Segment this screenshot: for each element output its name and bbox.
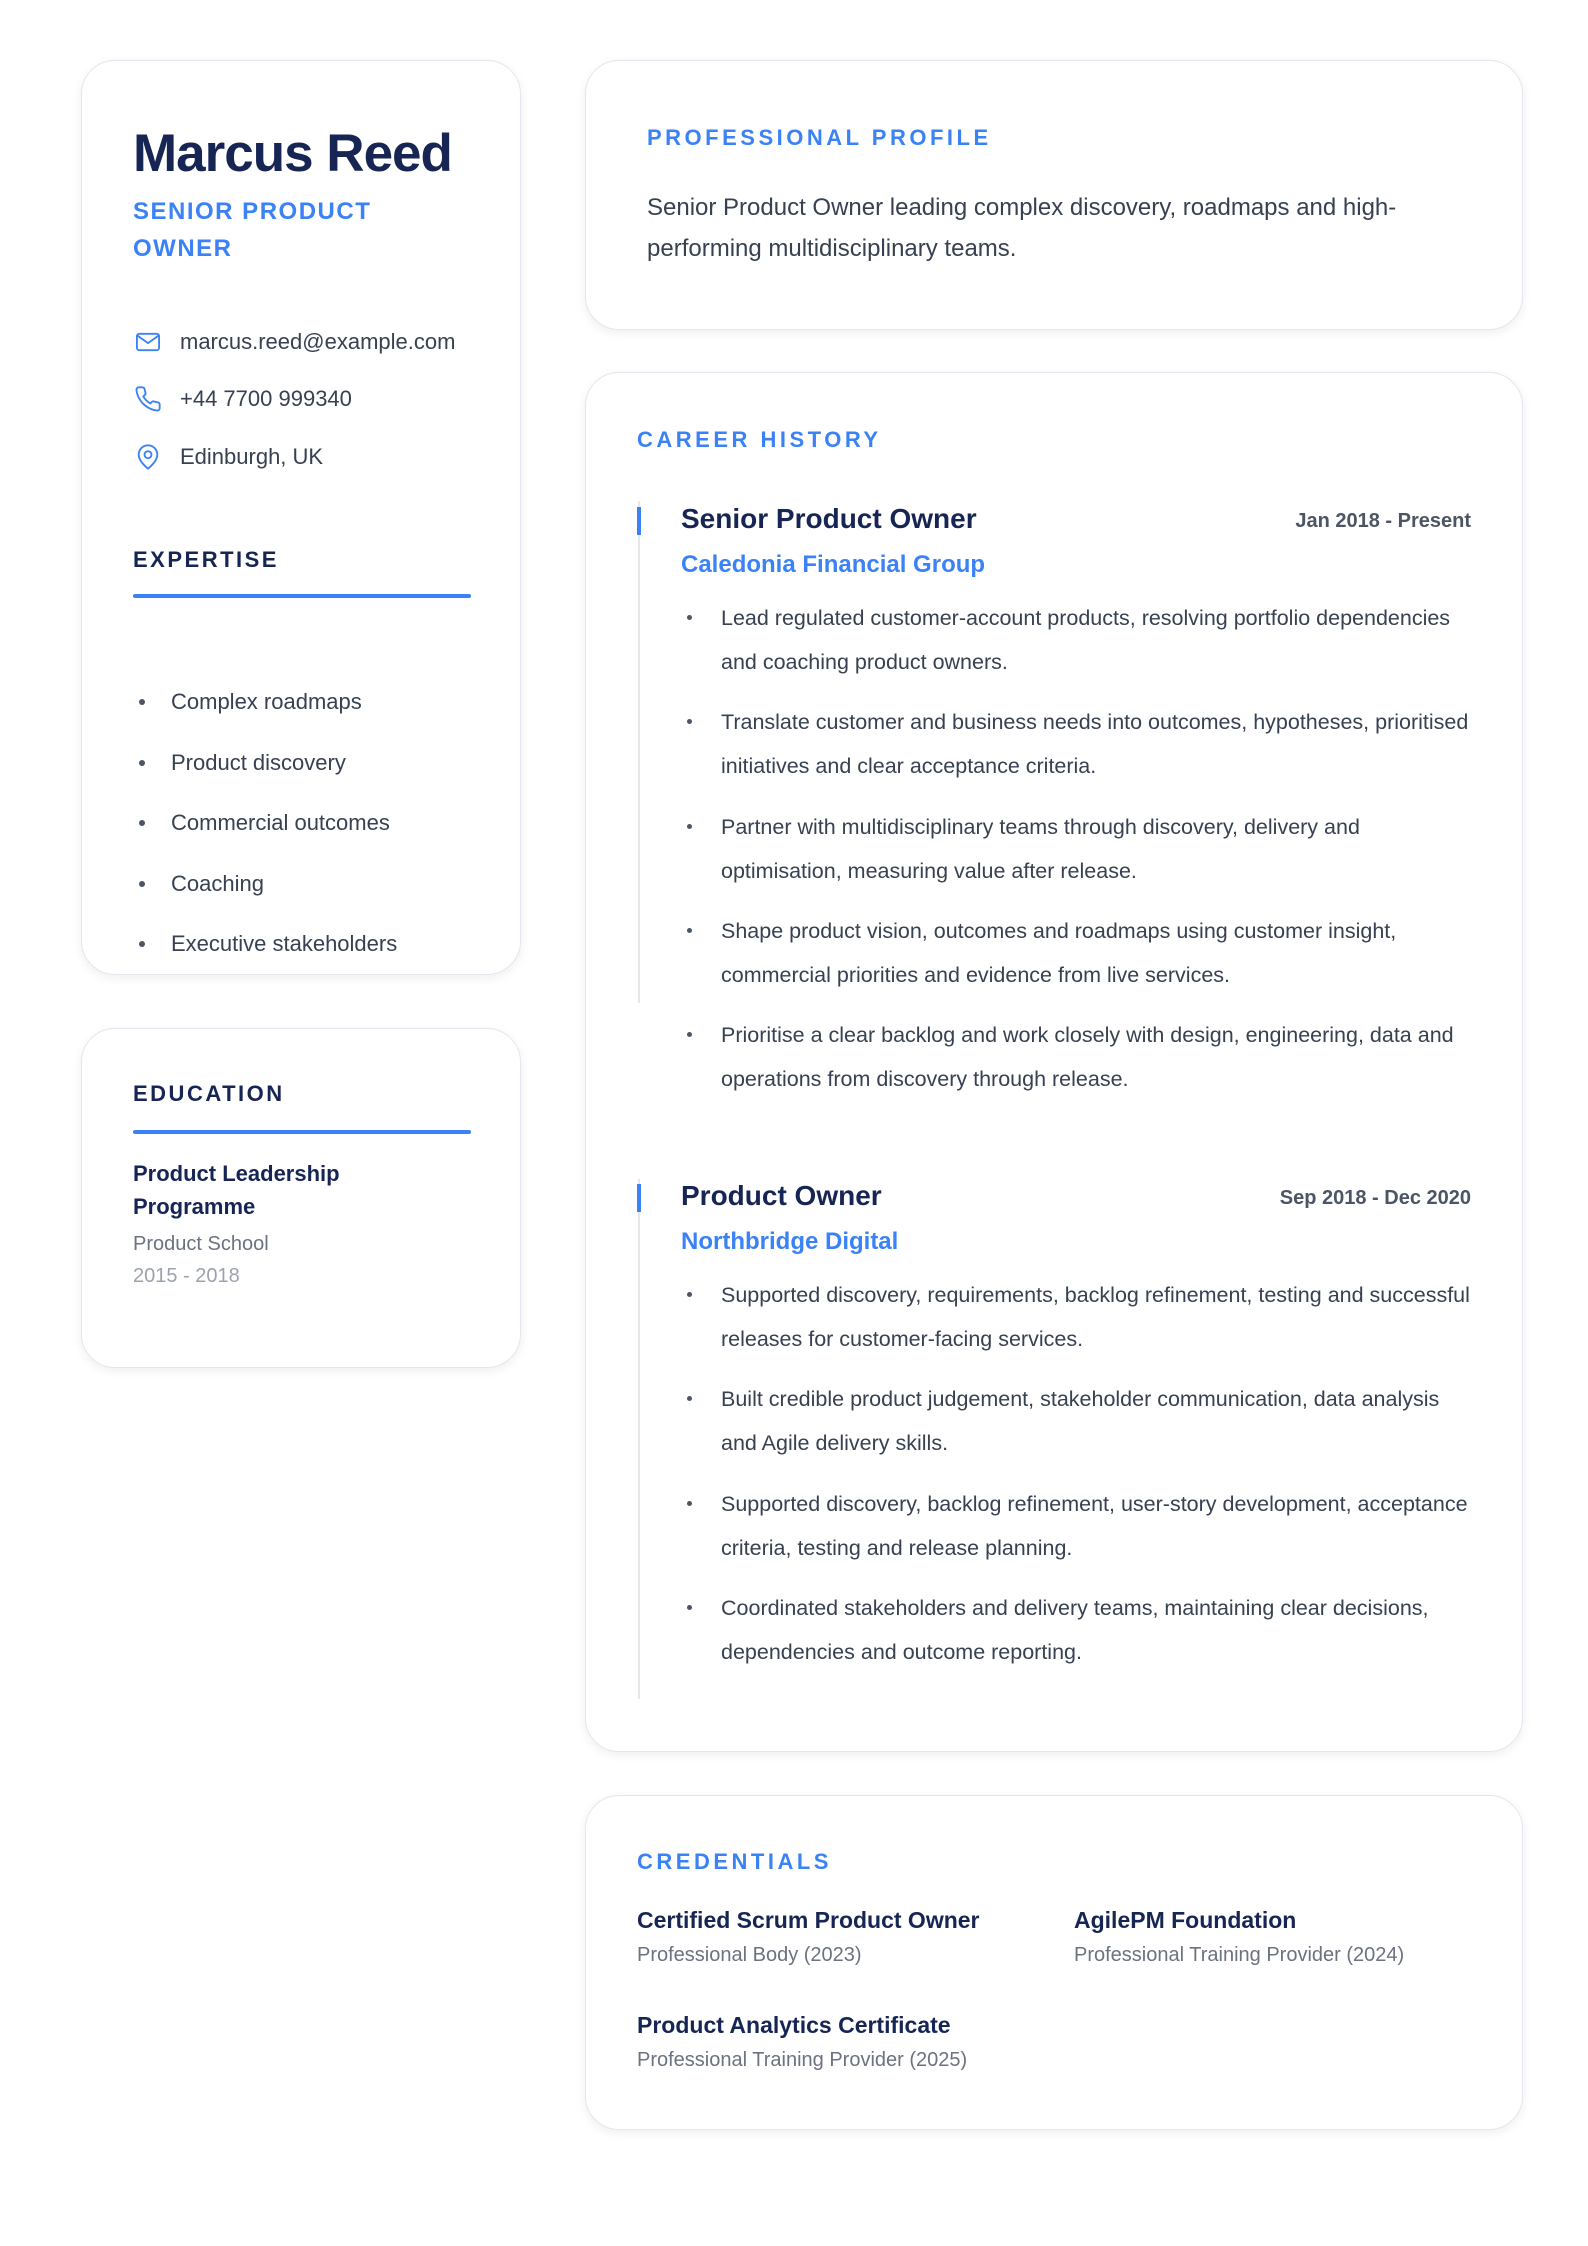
job-title: Senior Product Owner [681,503,977,534]
bullet-dot [687,1605,692,1610]
job-title: Product Owner [681,1180,882,1211]
bullet-text: Supported discovery, requirements, backlog refinement, testing and successful releases for customer-facing services. [721,1283,1470,1351]
bullet-dot [687,1396,692,1401]
bullet-text: Partner with multidisciplinary teams through discovery, delivery and optimisation, measuring value after release. [721,815,1360,883]
credential-name: Certified Scrum Product Owner [637,1907,980,1933]
mail-icon [133,327,163,357]
bullet-text: Prioritise a clear backlog and work closely with design, engineering, data and operations from discovery through release. [721,1023,1454,1091]
job-timeline-line [638,501,640,1003]
career-heading: CAREER HISTORY [637,427,882,452]
skill-item [133,748,346,778]
bullet-dot [139,820,145,826]
summary-card [585,60,1523,330]
education-school: Product School [133,1233,269,1255]
phone-text: +44 7700 999340 [180,386,352,411]
job-bullet [681,1586,1471,1674]
bullet-text: Coordinated stakeholders and delivery teams, maintaining clear decisions, dependencies and outcome reporting. [721,1596,1429,1664]
bullet-dot [139,760,145,766]
job-bullet [681,1273,1471,1361]
credential-item [1074,1907,1404,1967]
job-company: Caledonia Financial Group [681,551,986,578]
credentials-card [585,1795,1523,2130]
summary-text: Senior Product Owner leading complex discovery, roadmaps and high-performing multidisciplinary teams. [647,194,1397,262]
bullet-dot [687,824,692,829]
bullet-dot [687,928,692,933]
job-bullet [681,700,1471,788]
credential-item [637,1907,980,1967]
skill-label: Coaching [171,871,264,896]
credential-name: AgilePM Foundation [1074,1907,1297,1933]
bullet-dot [687,719,692,724]
bullet-text: Lead regulated customer-account products, resolving portfolio dependencies and coaching product owners. [721,606,1451,674]
contact-phone[interactable] [133,384,352,414]
credentials-heading: CREDENTIALS [637,1849,832,1874]
education-heading: EDUCATION [133,1081,285,1106]
job-marker [637,507,641,535]
profile-card [81,60,521,975]
credential-issuer: Professional Body (2023) [637,1944,862,1966]
credential-name: Product Analytics Certificate [637,2012,951,2038]
job-bullet [681,805,1471,893]
email-text: marcus.reed@example.com [180,329,456,354]
phone-icon [133,384,163,414]
expertise-divider [133,594,471,598]
skill-item [133,808,390,838]
skill-label: Complex roadmaps [171,689,362,714]
candidate-role: SENIOR PRODUCT OWNER [133,198,372,262]
location-text: Edinburgh, UK [180,444,324,469]
job-bullet [681,909,1471,997]
bullet-dot [139,699,145,705]
job-bullet [681,1482,1471,1570]
candidate-name: Marcus Reed [133,124,452,183]
bullet-dot [687,1032,692,1037]
job-date: Sep 2018 - Dec 2020 [1279,1187,1471,1209]
career-card [585,372,1523,1752]
skill-label: Commercial outcomes [171,810,390,835]
job-bullet [681,1377,1471,1465]
bullet-dot [139,941,145,947]
job-date: Jan 2018 - Present [1295,510,1471,532]
summary-heading: PROFESSIONAL PROFILE [647,125,992,150]
credential-item [637,2012,967,2072]
bullet-text: Built credible product judgement, stakeholder communication, data analysis and Agile delivery skills. [721,1387,1440,1455]
bullet-text: Shape product vision, outcomes and roadmaps using customer insight, commercial priorities and evidence from live services. [721,919,1397,987]
education-divider [133,1130,471,1134]
bullet-dot [139,881,145,887]
skill-label: Product discovery [171,750,346,775]
education-degree: Product Leadership Programme [133,1161,340,1219]
job-marker [637,1184,641,1212]
bullet-dot [687,1501,692,1506]
credential-issuer: Professional Training Provider (2024) [1074,1944,1405,1966]
education-years: 2015 - 2018 [133,1265,240,1287]
skill-item [133,929,397,959]
bullet-dot [687,1292,692,1297]
skill-label: Executive stakeholders [171,931,398,956]
expertise-heading: EXPERTISE [133,547,279,572]
skill-item [133,869,264,899]
contact-email[interactable] [133,327,455,357]
job-bullet [681,596,1471,684]
bullet-dot [687,615,692,620]
location-pin-icon [133,442,163,472]
job-bullet [681,1013,1471,1101]
credential-issuer: Professional Training Provider (2025) [637,2049,968,2071]
job-timeline-line [638,1179,640,1699]
skill-item [133,687,362,717]
bullet-text: Supported discovery, backlog refinement, user-story development, acceptance criteria, testing and release planning. [721,1492,1468,1560]
education-card [81,1028,521,1368]
job-company: Northbridge Digital [681,1228,899,1255]
contact-location [133,442,323,472]
bullet-text: Translate customer and business needs into outcomes, hypotheses, prioritised initiatives and clear acceptance criteria. [721,710,1469,778]
